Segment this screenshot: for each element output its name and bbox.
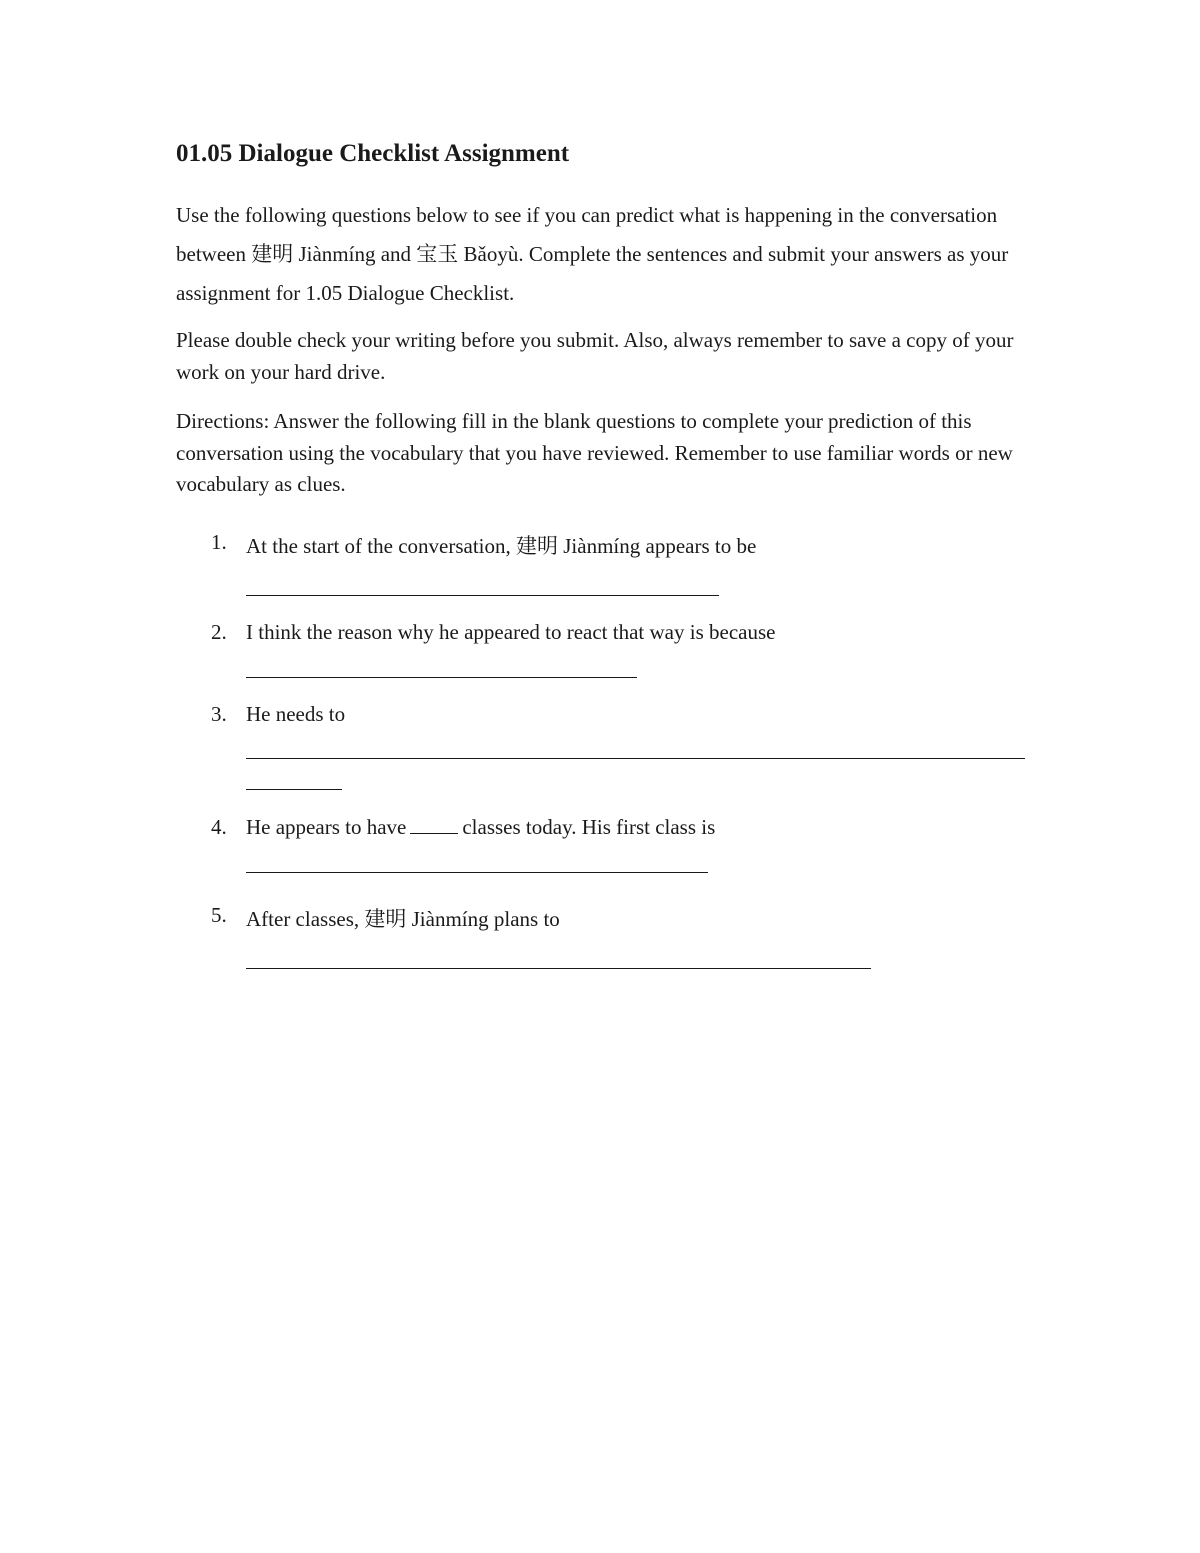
question-text: At the start of the conversation, 建明 Jiànmíng appears to be <box>246 534 757 558</box>
question-text: After classes, 建明 Jiànmíng plans to <box>246 907 560 931</box>
answer-line-4[interactable] <box>246 872 708 873</box>
question-text <box>246 815 715 840</box>
question-number: 5. <box>211 903 227 927</box>
question-number: 2. <box>211 620 227 644</box>
question-text-after: classes today. His first class is <box>462 815 716 839</box>
question-text: He needs to <box>246 702 346 726</box>
inline-answer-blank[interactable] <box>410 815 458 834</box>
answer-line-2[interactable] <box>246 677 637 678</box>
question-number: 4. <box>211 815 227 839</box>
answer-line-3a[interactable] <box>246 758 1025 759</box>
answer-line-3b[interactable] <box>246 789 342 790</box>
answer-line-1[interactable] <box>246 595 719 596</box>
question-number: 1. <box>211 530 227 554</box>
question-number: 3. <box>211 702 227 726</box>
question-text: I think the reason why he appeared to react that way is because <box>246 620 776 644</box>
document-title: 01.05 Dialogue Checklist Assignment <box>176 140 570 167</box>
intro-paragraph: Use the following questions below to see if you can predict what is happening in the conversation between 建明 Jiànmíng and 宝玉 Bǎoyù. Complete the sentences and submit your answers as your assignment for 1.05 Dialogue Checklist. <box>176 203 1009 305</box>
question-text-before: He appears to have <box>246 815 407 839</box>
reminder-paragraph: Please double check your writing before you submit. Also, always remember to save a copy of your work on your hard drive. <box>176 328 1014 384</box>
directions-paragraph: Directions: Answer the following fill in the blank questions to complete your prediction of this conversation using the vocabulary that you have reviewed. Remember to use familiar words or new vocabulary as clues. <box>176 409 1013 496</box>
answer-line-5[interactable] <box>246 968 871 969</box>
